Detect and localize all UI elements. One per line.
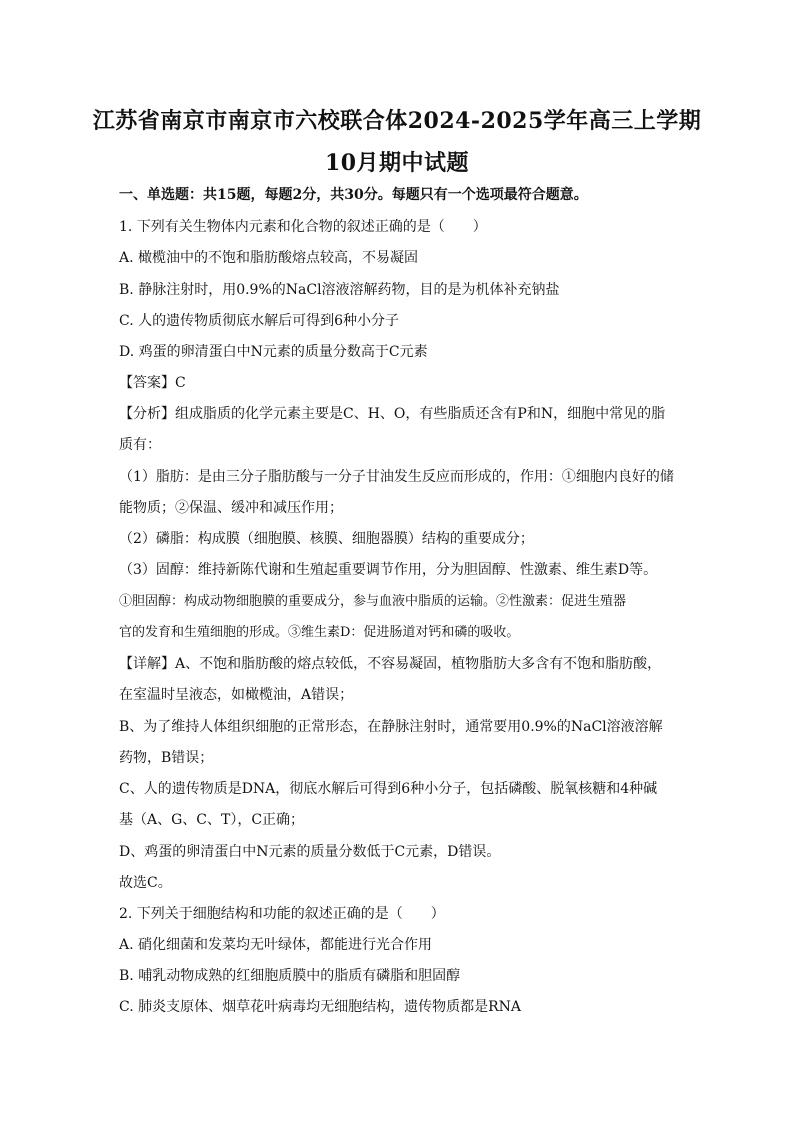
q1-detail-line: 在室温时呈液态，如橄榄油，A错误； (119, 687, 354, 703)
q1-analysis-line: 能物质；②保温、缓冲和减压作用； (119, 500, 343, 516)
q1-analysis-line: 【分析】组成脂质的化学元素主要是C、H、O，有些脂质还含有P和N，细胞中常见的脂 (119, 406, 666, 422)
q1-analysis-line: （1）脂肪：是由三分子脂肪酸与一分子甘油发生反应而形成的，作用：①细胞内良好的储 (119, 469, 674, 485)
q1-option-a: A. 橄榄油中的不饱和脂肪酸熔点较高，不易凝固 (119, 250, 419, 266)
q1-detail-line: 基（A、G、C、T），C正确； (119, 812, 305, 828)
q1-option-b: B. 静脉注射时，用0.9%的NaCl溶液溶解药物，目的是为机体补充钠盐 (119, 282, 560, 298)
q1-detail-line: C、人的遗传物质是DNA，彻底水解后可得到6种小分子，包括磷酸、脱氧核糖和4种碱 (119, 781, 658, 797)
q1-detail-line: 药物，B错误； (119, 750, 214, 766)
q1-detail-line: 【详解】A、不饱和脂肪酸的熔点较低，不容易凝固，植物脂肪大多含有不饱和脂肪酸， (119, 656, 662, 672)
q1-analysis-line: 官的发育和生殖细胞的形成。③维生素D：促进肠道对钙和磷的吸收。 (119, 625, 520, 640)
q1-detail-line: 故选C。 (119, 875, 172, 891)
q2-option-a: A. 硝化细菌和发菜均无叶绿体，都能进行光合作用 (119, 937, 433, 953)
q1-analysis-line: ①胆固醇：构成动物细胞膜的重要成分，参与血液中脂质的运输。②性激素：促进生殖器 (119, 594, 627, 609)
section-heading: 一、单选题：共15题，每题2分，共30分。每题只有一个选项最符合题意。 (119, 187, 588, 203)
q1-analysis-line: 质有： (119, 437, 161, 453)
q1-stem: 1. 下列有关生物体内元素和化合物的叙述正确的是（ ） (119, 219, 487, 235)
q2-stem: 2. 下列关于细胞结构和功能的叙述正确的是（ ） (119, 906, 445, 922)
q1-detail-line: D、鸡蛋的卵清蛋白中N元素的质量分数低于C元素，D错误。 (119, 844, 501, 860)
q1-option-c: C. 人的遗传物质彻底水解后可得到6种小分子 (119, 313, 400, 329)
q1-analysis-line: （2）磷脂：构成膜（细胞膜、核膜、细胞器膜）结构的重要成分； (119, 531, 534, 547)
q2-option-c: C. 肺炎支原体、烟草花叶病毒均无细胞结构，遗传物质都是RNA (119, 999, 522, 1015)
document-title-line2: 10月期中试题 (324, 150, 470, 176)
document-title-line1: 江苏省南京市南京市六校联合体2024-2025学年高三上学期 (92, 108, 702, 134)
q1-option-d: D. 鸡蛋的卵清蛋白中N元素的质量分数高于C元素 (119, 344, 428, 360)
q1-analysis-line: （3）固醇：维持新陈代谢和生殖起重要调节作用，分为胆固醇、性激素、维生素D等。 (119, 562, 658, 578)
q1-answer: 【答案】C (119, 375, 186, 391)
q1-detail-line: B、为了维持人体组织细胞的正常形态，在静脉注射时，通常要用0.9%的NaCl溶液溶解 (119, 719, 663, 735)
q2-option-b: B. 哺乳动物成熟的红细胞质膜中的脂质有磷脂和胆固醇 (119, 968, 461, 984)
